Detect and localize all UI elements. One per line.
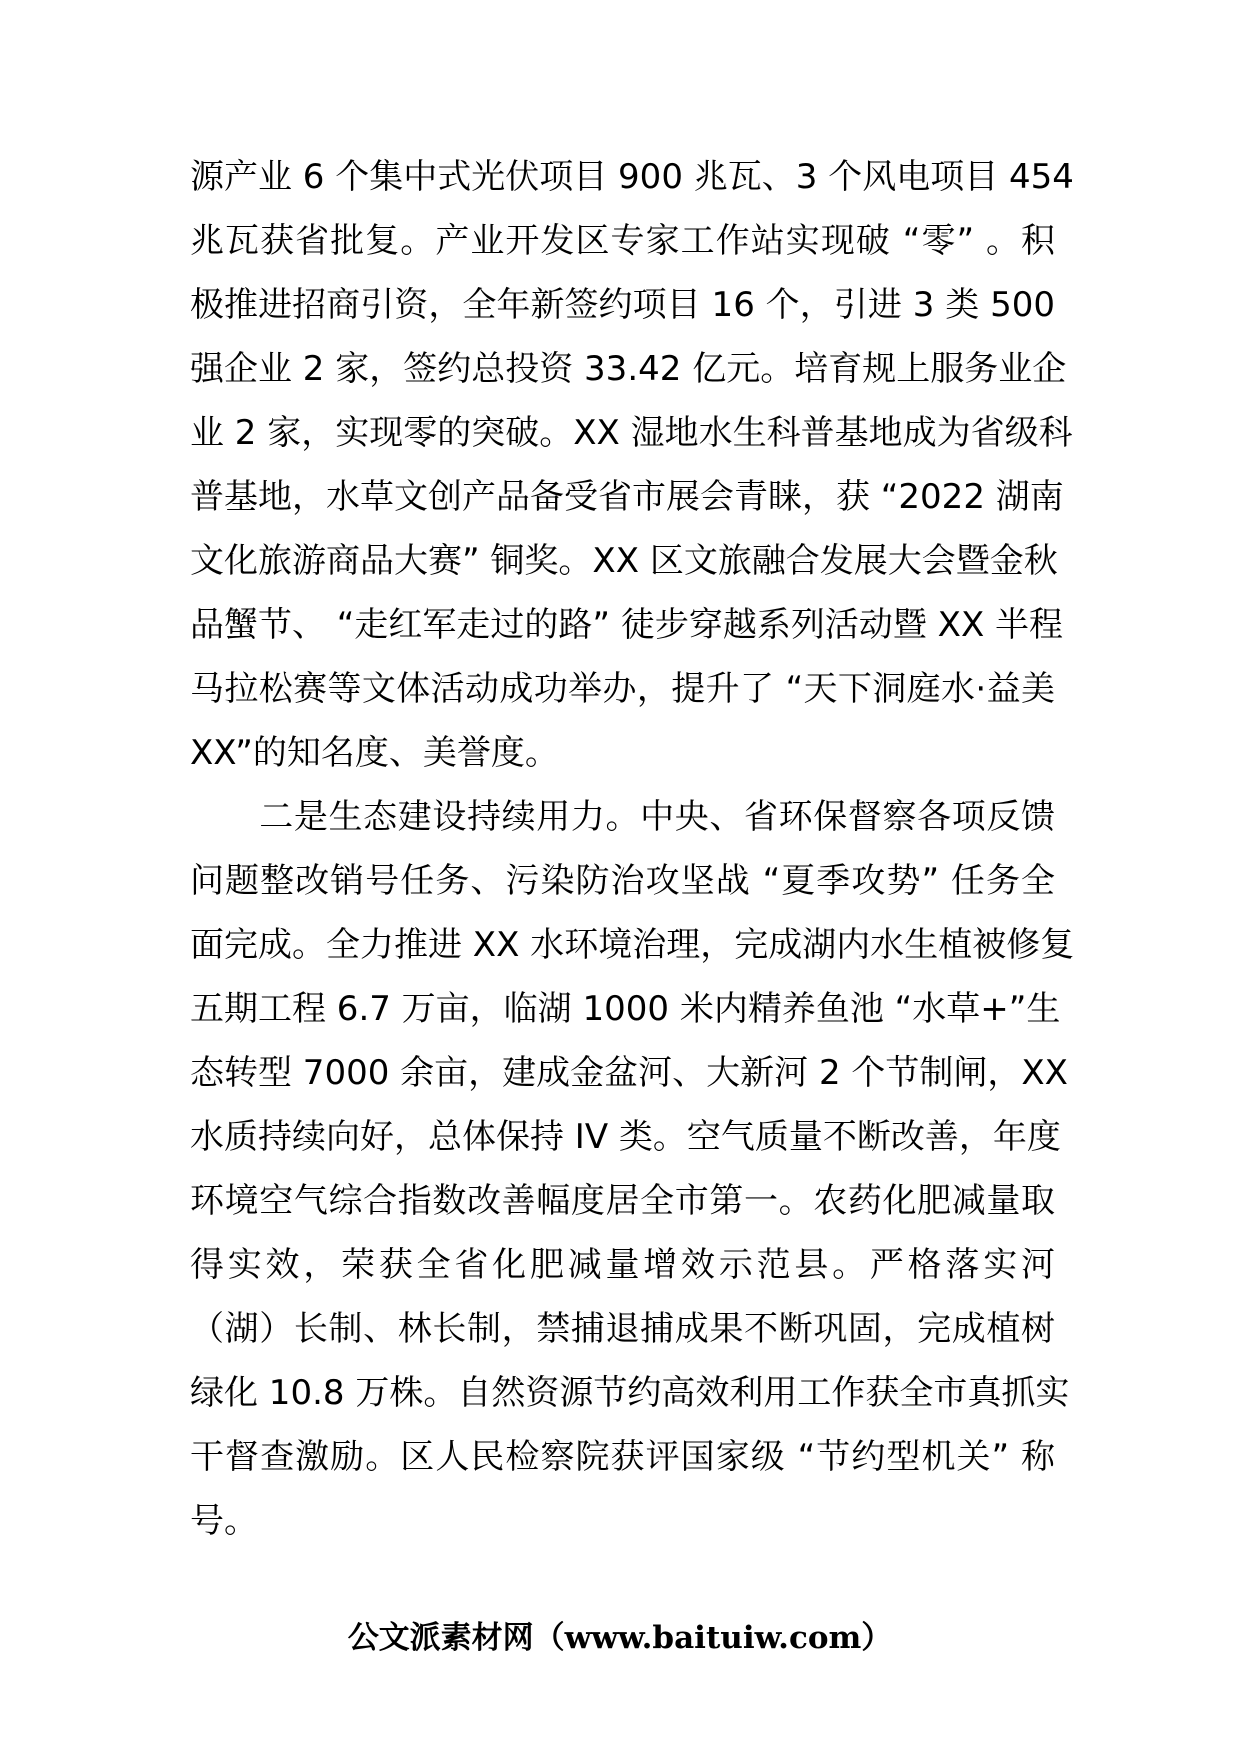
text-line: 源产业 6 个集中式光伏项目 900 兆瓦、3 个风电项目 454 <box>190 157 1074 197</box>
text-line: 文化旅游商品大赛” 铜奖。XX 区文旅融合发展大会暨金秋 <box>190 541 1058 581</box>
text-line: 号。 <box>190 1501 258 1541</box>
text-line: 业 2 家，实现零的突破。XX 湿地水生科普基地成为省级科 <box>190 413 1073 453</box>
text-line: 兆瓦获省批复。产业开发区专家工作站实现破 “零” 。积 <box>190 221 1055 261</box>
footer-watermark: 公文派素材网（www.baituiw.com） <box>347 1620 893 1656</box>
text-line: 问题整改销号任务、污染防治攻坚战 “夏季攻势” 任务全 <box>190 861 1055 901</box>
paragraph-start-line: 二是生态建设持续用力。中央、省环保督察各项反馈 <box>190 797 1055 837</box>
text-line: 态转型 7000 余亩，建成金盆河、大新河 2 个节制闸，XX <box>190 1053 1068 1093</box>
text-line: 绿化 10.8 万株。自然资源节约高效利用工作获全市真抓实 <box>190 1373 1070 1413</box>
text-line: 面完成。全力推进 XX 水环境治理，完成湖内水生植被修复 <box>190 925 1075 965</box>
text-line: 得实效，荣获全省化肥减量增效示范县。严格落实河 <box>190 1245 1055 1285</box>
text-line: 普基地，水草文创产品备受省市展会青睐，获 “2022 湖南 <box>190 477 1064 517</box>
text-line: （湖）长制、林长制，禁捕退捕成果不断巩固，完成植树 <box>190 1309 1055 1349</box>
text-line: 品蟹节、 “走红军走过的路” 徒步穿越系列活动暨 XX 半程 <box>190 605 1064 645</box>
text-line: 干督查激励。区人民检察院获评国家级 “节约型机关” 称 <box>190 1437 1055 1477</box>
text-line: 强企业 2 家，签约总投资 33.42 亿元。培育规上服务业企 <box>190 349 1067 389</box>
text-line: 水质持续向好，总体保持 IV 类。空气质量不断改善，年度 <box>190 1117 1061 1157</box>
text-line: XX”的知名度、美誉度。 <box>190 733 559 773</box>
text-line: 环境空气综合指数改善幅度居全市第一。农药化肥减量取 <box>190 1181 1055 1221</box>
text-line: 马拉松赛等文体活动成功举办，提升了 “天下洞庭水·益美 <box>190 669 1055 709</box>
text-line: 极推进招商引资，全年新签约项目 16 个，引进 3 类 500 <box>190 285 1055 325</box>
text-line: 五期工程 6.7 万亩，临湖 1000 米内精养鱼池 “水草+”生 <box>190 989 1061 1029</box>
